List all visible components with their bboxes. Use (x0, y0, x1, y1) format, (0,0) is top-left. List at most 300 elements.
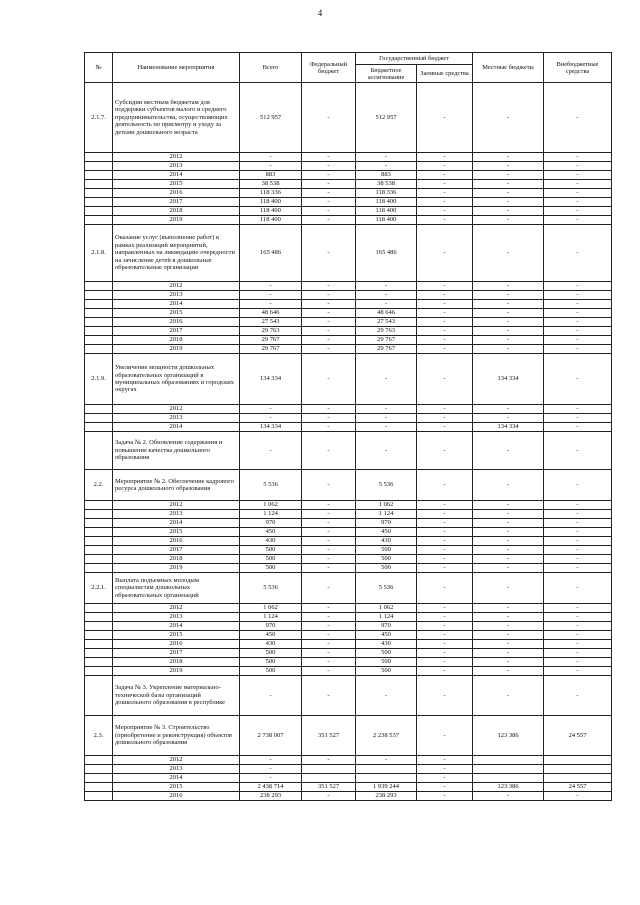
year-cell: 2015 (113, 180, 240, 189)
value-cell: - (473, 640, 544, 649)
value-cell: - (417, 309, 473, 318)
empty-cell (85, 783, 113, 792)
year-cell: 2014 (113, 300, 240, 309)
year-row (85, 216, 612, 225)
value-cell: - (417, 414, 473, 423)
empty-cell (85, 414, 113, 423)
value-cell: - (544, 423, 612, 432)
section-value: - (544, 354, 612, 405)
year-cell: 2015 (113, 528, 240, 537)
section-name: Субсидии местным бюджетам для поддержки субъектов малого и среднего предпринимательства, осуществляющих деятельность по присмотру и уходу за детьми дошкольного возраста (113, 83, 240, 153)
empty-cell (85, 207, 113, 216)
value-cell: - (240, 162, 302, 171)
value-cell: - (544, 649, 612, 658)
value-cell: - (302, 171, 356, 180)
value-cell: - (302, 546, 356, 555)
year-cell: 2019 (113, 216, 240, 225)
value-cell: - (417, 327, 473, 336)
section-value: - (417, 470, 473, 501)
section-row (85, 83, 612, 153)
empty-cell (85, 216, 113, 225)
empty-cell (85, 631, 113, 640)
value-cell: - (356, 414, 417, 423)
value-cell: - (473, 510, 544, 519)
value-cell: 500 (240, 546, 302, 555)
value-cell: - (544, 207, 612, 216)
value-cell: - (302, 792, 356, 801)
value-cell: - (356, 423, 417, 432)
value-cell: 118 400 (240, 207, 302, 216)
value-cell: 450 (356, 631, 417, 640)
value-cell: - (544, 216, 612, 225)
year-cell: 2013 (113, 765, 240, 774)
value-cell: - (302, 216, 356, 225)
value-cell (544, 774, 612, 783)
section-value: 24 557 (544, 716, 612, 756)
value-cell: - (473, 216, 544, 225)
year-row (85, 153, 612, 162)
section-value: - (302, 83, 356, 153)
value-cell: - (240, 153, 302, 162)
value-cell: - (302, 501, 356, 510)
value-cell: 1 124 (356, 613, 417, 622)
year-cell: 2019 (113, 345, 240, 354)
value-cell: 38 538 (240, 180, 302, 189)
section-value: - (544, 573, 612, 604)
value-cell: 29 763 (240, 327, 302, 336)
section-value: - (473, 83, 544, 153)
value-cell: 29 767 (240, 345, 302, 354)
year-cell: 2014 (113, 423, 240, 432)
section-row (85, 470, 612, 501)
year-row (85, 649, 612, 658)
value-cell: 1 939 244 (356, 783, 417, 792)
value-cell: - (302, 555, 356, 564)
value-cell: 500 (356, 667, 417, 676)
year-cell: 2012 (113, 501, 240, 510)
year-cell: 2015 (113, 783, 240, 792)
value-cell: - (544, 405, 612, 414)
value-cell: 118 400 (240, 216, 302, 225)
value-cell: 24 557 (544, 783, 612, 792)
value-cell: - (417, 345, 473, 354)
value-cell: - (417, 537, 473, 546)
value-cell: 238 293 (356, 792, 417, 801)
value-cell: 118 336 (240, 189, 302, 198)
section-value: - (473, 470, 544, 501)
empty-cell (85, 613, 113, 622)
year-row (85, 783, 612, 792)
section-name: Задача № 2. Обновление содержания и повышение качества дошкольного образования (113, 432, 240, 470)
year-row (85, 510, 612, 519)
section-number: 2.2.1. (85, 573, 113, 604)
value-cell: - (544, 640, 612, 649)
value-cell: - (417, 162, 473, 171)
value-cell: - (473, 153, 544, 162)
value-cell: - (473, 613, 544, 622)
value-cell: - (302, 405, 356, 414)
value-cell: 500 (356, 555, 417, 564)
year-row (85, 667, 612, 676)
year-row (85, 198, 612, 207)
value-cell: - (544, 792, 612, 801)
value-cell: - (544, 528, 612, 537)
empty-cell (85, 309, 113, 318)
value-cell: - (302, 519, 356, 528)
empty-cell (85, 555, 113, 564)
value-cell: 48 646 (356, 309, 417, 318)
value-cell: 38 538 (356, 180, 417, 189)
value-cell: - (473, 180, 544, 189)
year-row (85, 423, 612, 432)
value-cell: 238 293 (240, 792, 302, 801)
section-name: Оказание услуг (выполнение работ) в рамках реализаций мероприятий, направленных на ликвидацию очередности на зачисление детей в дошкольные образовательные организации (113, 225, 240, 282)
value-cell: - (473, 327, 544, 336)
value-cell: - (544, 309, 612, 318)
year-cell: 2017 (113, 198, 240, 207)
header-state-loan: Заемные средства (417, 65, 473, 83)
header-state: Государственный бюджет (356, 53, 473, 65)
section-value: 512 957 (356, 83, 417, 153)
section-number: 2.3. (85, 716, 113, 756)
value-cell: 450 (240, 528, 302, 537)
value-cell: - (417, 783, 473, 792)
year-row (85, 162, 612, 171)
value-cell: - (417, 405, 473, 414)
empty-cell (85, 640, 113, 649)
value-cell: - (302, 649, 356, 658)
value-cell: - (417, 189, 473, 198)
section-value: - (417, 676, 473, 716)
value-cell: 970 (240, 519, 302, 528)
year-cell: 2017 (113, 327, 240, 336)
header-offbudget: Внебюджетные средства (544, 53, 612, 83)
year-cell: 2012 (113, 604, 240, 613)
value-cell: - (417, 658, 473, 667)
value-cell: - (302, 631, 356, 640)
empty-cell (85, 564, 113, 573)
value-cell: - (544, 180, 612, 189)
section-value: - (473, 573, 544, 604)
year-row (85, 765, 612, 774)
value-cell: - (473, 405, 544, 414)
value-cell: - (302, 414, 356, 423)
value-cell: - (473, 345, 544, 354)
value-cell: - (417, 546, 473, 555)
value-cell: - (417, 649, 473, 658)
value-cell: - (544, 564, 612, 573)
value-cell: - (544, 414, 612, 423)
header-federal: Федеральный бюджет (302, 53, 356, 83)
value-cell: - (356, 756, 417, 765)
year-cell: 2014 (113, 519, 240, 528)
year-row (85, 622, 612, 631)
value-cell: - (356, 291, 417, 300)
value-cell (544, 756, 612, 765)
value-cell: 118 400 (356, 207, 417, 216)
value-cell (302, 765, 356, 774)
section-value: 5 536 (356, 470, 417, 501)
year-row (85, 774, 612, 783)
value-cell: - (302, 756, 356, 765)
year-cell: 2013 (113, 414, 240, 423)
year-row (85, 546, 612, 555)
value-cell: - (473, 555, 544, 564)
empty-cell (85, 604, 113, 613)
year-row (85, 345, 612, 354)
value-cell: - (473, 564, 544, 573)
empty-cell (85, 658, 113, 667)
value-cell: - (544, 162, 612, 171)
section-number: 2.1.9. (85, 354, 113, 405)
empty-cell (85, 774, 113, 783)
year-cell: 2018 (113, 658, 240, 667)
year-row (85, 189, 612, 198)
value-cell: 1 062 (356, 501, 417, 510)
value-cell: - (544, 501, 612, 510)
value-cell: - (417, 423, 473, 432)
year-row (85, 555, 612, 564)
value-cell: - (302, 198, 356, 207)
value-cell: - (473, 649, 544, 658)
value-cell: 500 (240, 649, 302, 658)
year-row (85, 528, 612, 537)
value-cell: - (544, 667, 612, 676)
value-cell: 1 124 (240, 510, 302, 519)
empty-cell (85, 765, 113, 774)
section-row (85, 225, 612, 282)
year-cell: 2017 (113, 546, 240, 555)
value-cell: - (302, 564, 356, 573)
section-value: 5 536 (240, 470, 302, 501)
year-row (85, 613, 612, 622)
value-cell: 118 336 (356, 189, 417, 198)
section-value: - (473, 225, 544, 282)
value-cell: - (473, 667, 544, 676)
section-value: - (417, 225, 473, 282)
empty-cell (85, 198, 113, 207)
value-cell: - (473, 658, 544, 667)
empty-cell (85, 291, 113, 300)
year-cell: 2017 (113, 649, 240, 658)
value-cell: 500 (356, 564, 417, 573)
value-cell: - (417, 613, 473, 622)
section-value: 512 957 (240, 83, 302, 153)
value-cell: - (473, 162, 544, 171)
value-cell: - (473, 291, 544, 300)
section-value: 134 334 (473, 354, 544, 405)
year-cell: 2014 (113, 171, 240, 180)
value-cell: - (240, 405, 302, 414)
section-number: 2.1.7. (85, 83, 113, 153)
value-cell: - (417, 604, 473, 613)
empty-cell (85, 345, 113, 354)
year-cell: 2018 (113, 555, 240, 564)
value-cell: - (473, 631, 544, 640)
value-cell: - (302, 658, 356, 667)
value-cell (356, 765, 417, 774)
value-cell: - (302, 537, 356, 546)
value-cell: - (417, 291, 473, 300)
year-cell: 2016 (113, 792, 240, 801)
year-cell: 2012 (113, 756, 240, 765)
section-value: - (544, 225, 612, 282)
value-cell: 430 (356, 640, 417, 649)
empty-cell (85, 756, 113, 765)
section-value: - (302, 354, 356, 405)
value-cell: - (544, 604, 612, 613)
value-cell: - (302, 336, 356, 345)
page-number: 4 (317, 8, 323, 18)
section-value: - (302, 432, 356, 470)
empty-cell (85, 792, 113, 801)
value-cell: 48 646 (240, 309, 302, 318)
value-cell: 500 (356, 649, 417, 658)
year-row (85, 604, 612, 613)
section-value: - (544, 470, 612, 501)
value-cell: 883 (356, 171, 417, 180)
empty-cell (85, 189, 113, 198)
value-cell: - (544, 613, 612, 622)
empty-cell (85, 405, 113, 414)
section-name: Мероприятие № 2. Обеспечение кадрового ресурса дошкольного образования (113, 470, 240, 501)
value-cell: 1 062 (356, 604, 417, 613)
value-cell: - (417, 510, 473, 519)
value-cell: - (417, 318, 473, 327)
empty-cell (85, 336, 113, 345)
value-cell: - (544, 336, 612, 345)
value-cell: - (544, 300, 612, 309)
year-row (85, 336, 612, 345)
section-value: - (356, 432, 417, 470)
empty-cell (85, 546, 113, 555)
section-value: - (240, 676, 302, 716)
value-cell: 27 543 (240, 318, 302, 327)
year-cell: 2016 (113, 189, 240, 198)
section-number: 2.2. (85, 470, 113, 501)
section-value: - (473, 676, 544, 716)
value-cell: 123 386 (473, 783, 544, 792)
value-cell: - (544, 510, 612, 519)
value-cell: - (544, 537, 612, 546)
value-cell: - (302, 300, 356, 309)
value-cell: - (356, 153, 417, 162)
year-row (85, 631, 612, 640)
value-cell: 134 334 (473, 423, 544, 432)
year-cell: 2013 (113, 613, 240, 622)
section-value: 5 536 (356, 573, 417, 604)
value-cell: - (240, 774, 302, 783)
value-cell (473, 765, 544, 774)
section-row (85, 354, 612, 405)
section-value: - (417, 354, 473, 405)
value-cell: - (417, 622, 473, 631)
value-cell: - (417, 667, 473, 676)
section-value: - (544, 432, 612, 470)
value-cell: - (417, 765, 473, 774)
value-cell: - (302, 207, 356, 216)
empty-cell (85, 162, 113, 171)
empty-cell (85, 501, 113, 510)
value-cell: 29 763 (356, 327, 417, 336)
value-cell: - (417, 180, 473, 189)
value-cell: - (240, 300, 302, 309)
value-cell: - (544, 658, 612, 667)
value-cell: - (302, 423, 356, 432)
year-cell: 2013 (113, 510, 240, 519)
value-cell: - (544, 546, 612, 555)
value-cell: - (473, 207, 544, 216)
section-value: 2 238 537 (356, 716, 417, 756)
value-cell: - (356, 162, 417, 171)
value-cell: - (417, 336, 473, 345)
value-cell: - (240, 414, 302, 423)
value-cell: 500 (240, 667, 302, 676)
header-local: Местные бюджеты (473, 53, 544, 83)
section-value: 165 486 (356, 225, 417, 282)
value-cell: 450 (356, 528, 417, 537)
year-row (85, 309, 612, 318)
value-cell: 2 438 714 (240, 783, 302, 792)
year-row (85, 756, 612, 765)
empty-cell (85, 622, 113, 631)
section-value: - (473, 432, 544, 470)
section-number (85, 676, 113, 716)
section-value: - (302, 676, 356, 716)
value-cell: - (473, 501, 544, 510)
empty-cell (85, 282, 113, 291)
value-cell: - (473, 336, 544, 345)
value-cell: - (417, 282, 473, 291)
section-value: - (544, 676, 612, 716)
year-cell: 2019 (113, 667, 240, 676)
value-cell: - (473, 622, 544, 631)
empty-cell (85, 519, 113, 528)
value-cell: - (473, 300, 544, 309)
value-cell: - (417, 555, 473, 564)
section-row (85, 573, 612, 604)
value-cell: - (417, 792, 473, 801)
section-value: - (417, 83, 473, 153)
value-cell: 1 062 (240, 604, 302, 613)
value-cell: - (544, 153, 612, 162)
year-row (85, 640, 612, 649)
budget-table (84, 52, 612, 801)
value-cell: - (302, 291, 356, 300)
value-cell (544, 765, 612, 774)
value-cell: 118 400 (240, 198, 302, 207)
section-row (85, 716, 612, 756)
empty-cell (85, 510, 113, 519)
value-cell: 970 (240, 622, 302, 631)
value-cell: - (473, 318, 544, 327)
empty-cell (85, 423, 113, 432)
value-cell: - (417, 171, 473, 180)
value-cell: 883 (240, 171, 302, 180)
empty-cell (85, 318, 113, 327)
year-cell: 2016 (113, 318, 240, 327)
section-name: Задача № 3. Укрепление материально-технической базы организаций дошкольного образования в республике (113, 676, 240, 716)
value-cell: 351 527 (302, 783, 356, 792)
year-row (85, 792, 612, 801)
value-cell (302, 774, 356, 783)
section-value: - (417, 432, 473, 470)
empty-cell (85, 327, 113, 336)
year-row (85, 300, 612, 309)
value-cell: - (302, 667, 356, 676)
year-cell: 2012 (113, 282, 240, 291)
section-value: - (356, 676, 417, 716)
